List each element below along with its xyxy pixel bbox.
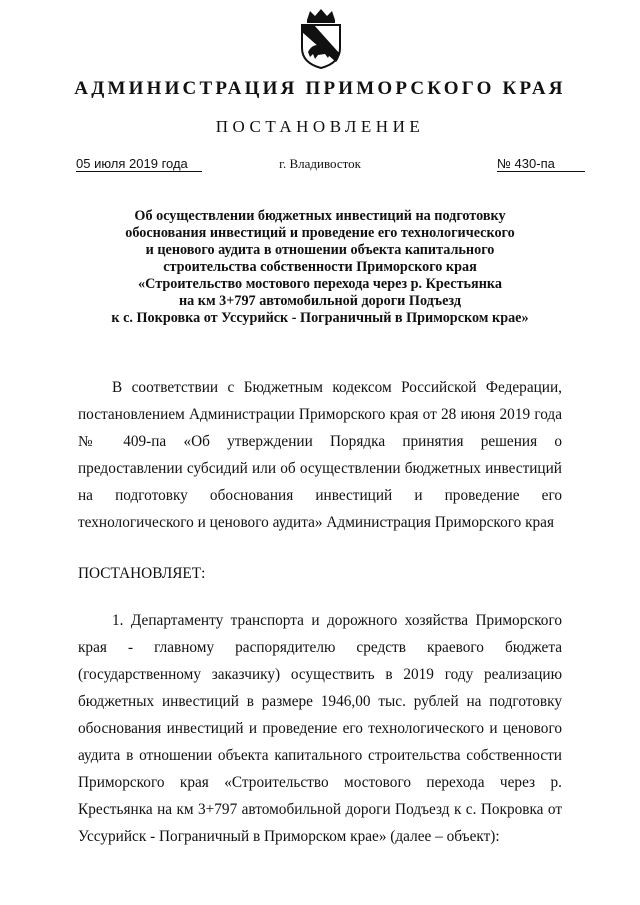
preamble-paragraph: В соответствии с Бюджетным кодексом Российской Федерации, постановлением Администрации Приморского края от 28 июня 2019 года № 409-па «Об утверждении Порядка принятия решения о предоставлении субсидий или об осуществлении бюджетных инвестиций на подготовку обоснования инвестиций и проведение его технологического и ценового аудита» Администрация Приморского края <box>78 379 562 531</box>
document-city: г. Владивосток <box>279 156 361 171</box>
title-line: строительства собственности Приморского края <box>163 259 477 275</box>
coat-of-arms-emblem <box>298 8 344 70</box>
title-line: на км 3+797 автомобильной дороги Подъезд <box>178 293 461 309</box>
document-type: ПОСТАНОВЛЕНИЕ <box>215 117 425 136</box>
document-date-value: 05 июля 2019 года <box>76 156 202 172</box>
document-title <box>70 208 570 327</box>
document-number-value: № 430-па <box>497 156 585 172</box>
title-line: к с. Покровка от Уссурийск - Пограничный в Приморском крае» <box>111 310 529 326</box>
title-line: Об осуществлении бюджетных инвестиций на подготовку <box>134 208 506 224</box>
title-line: и ценового аудита в отношении объекта капитального <box>145 242 495 258</box>
title-line: «Строительство мостового перехода через р. Крестьянка <box>138 276 502 292</box>
document-number <box>497 156 585 171</box>
item-1-paragraph: 1. Департаменту транспорта и дорожного хозяйства Приморского края - главному распорядителю средств краевого бюджета (государственному заказчику) осуществить в 2019 году реализацию бюджетных инвестиций в размере 1946,00 тыс. рублей на подготовку обоснования инвестиций и проведение его технологического и ценового аудита в отношении объекта капитального строительства собственности Приморского края «Строительство мостового перехода через р. Крестьянка на км 3+797 автомобильной дороги Подъезд к с. Покровка от Уссурийск - Пограничный в Приморском крае» (далее – объект): <box>78 612 562 845</box>
organization-name: АДМИНИСТРАЦИЯ ПРИМОРСКОГО КРАЯ <box>74 78 566 99</box>
resolves-heading: ПОСТАНОВЛЯЕТ: <box>78 565 206 582</box>
title-line: обоснования инвестиций и проведение его технологического <box>125 225 515 241</box>
